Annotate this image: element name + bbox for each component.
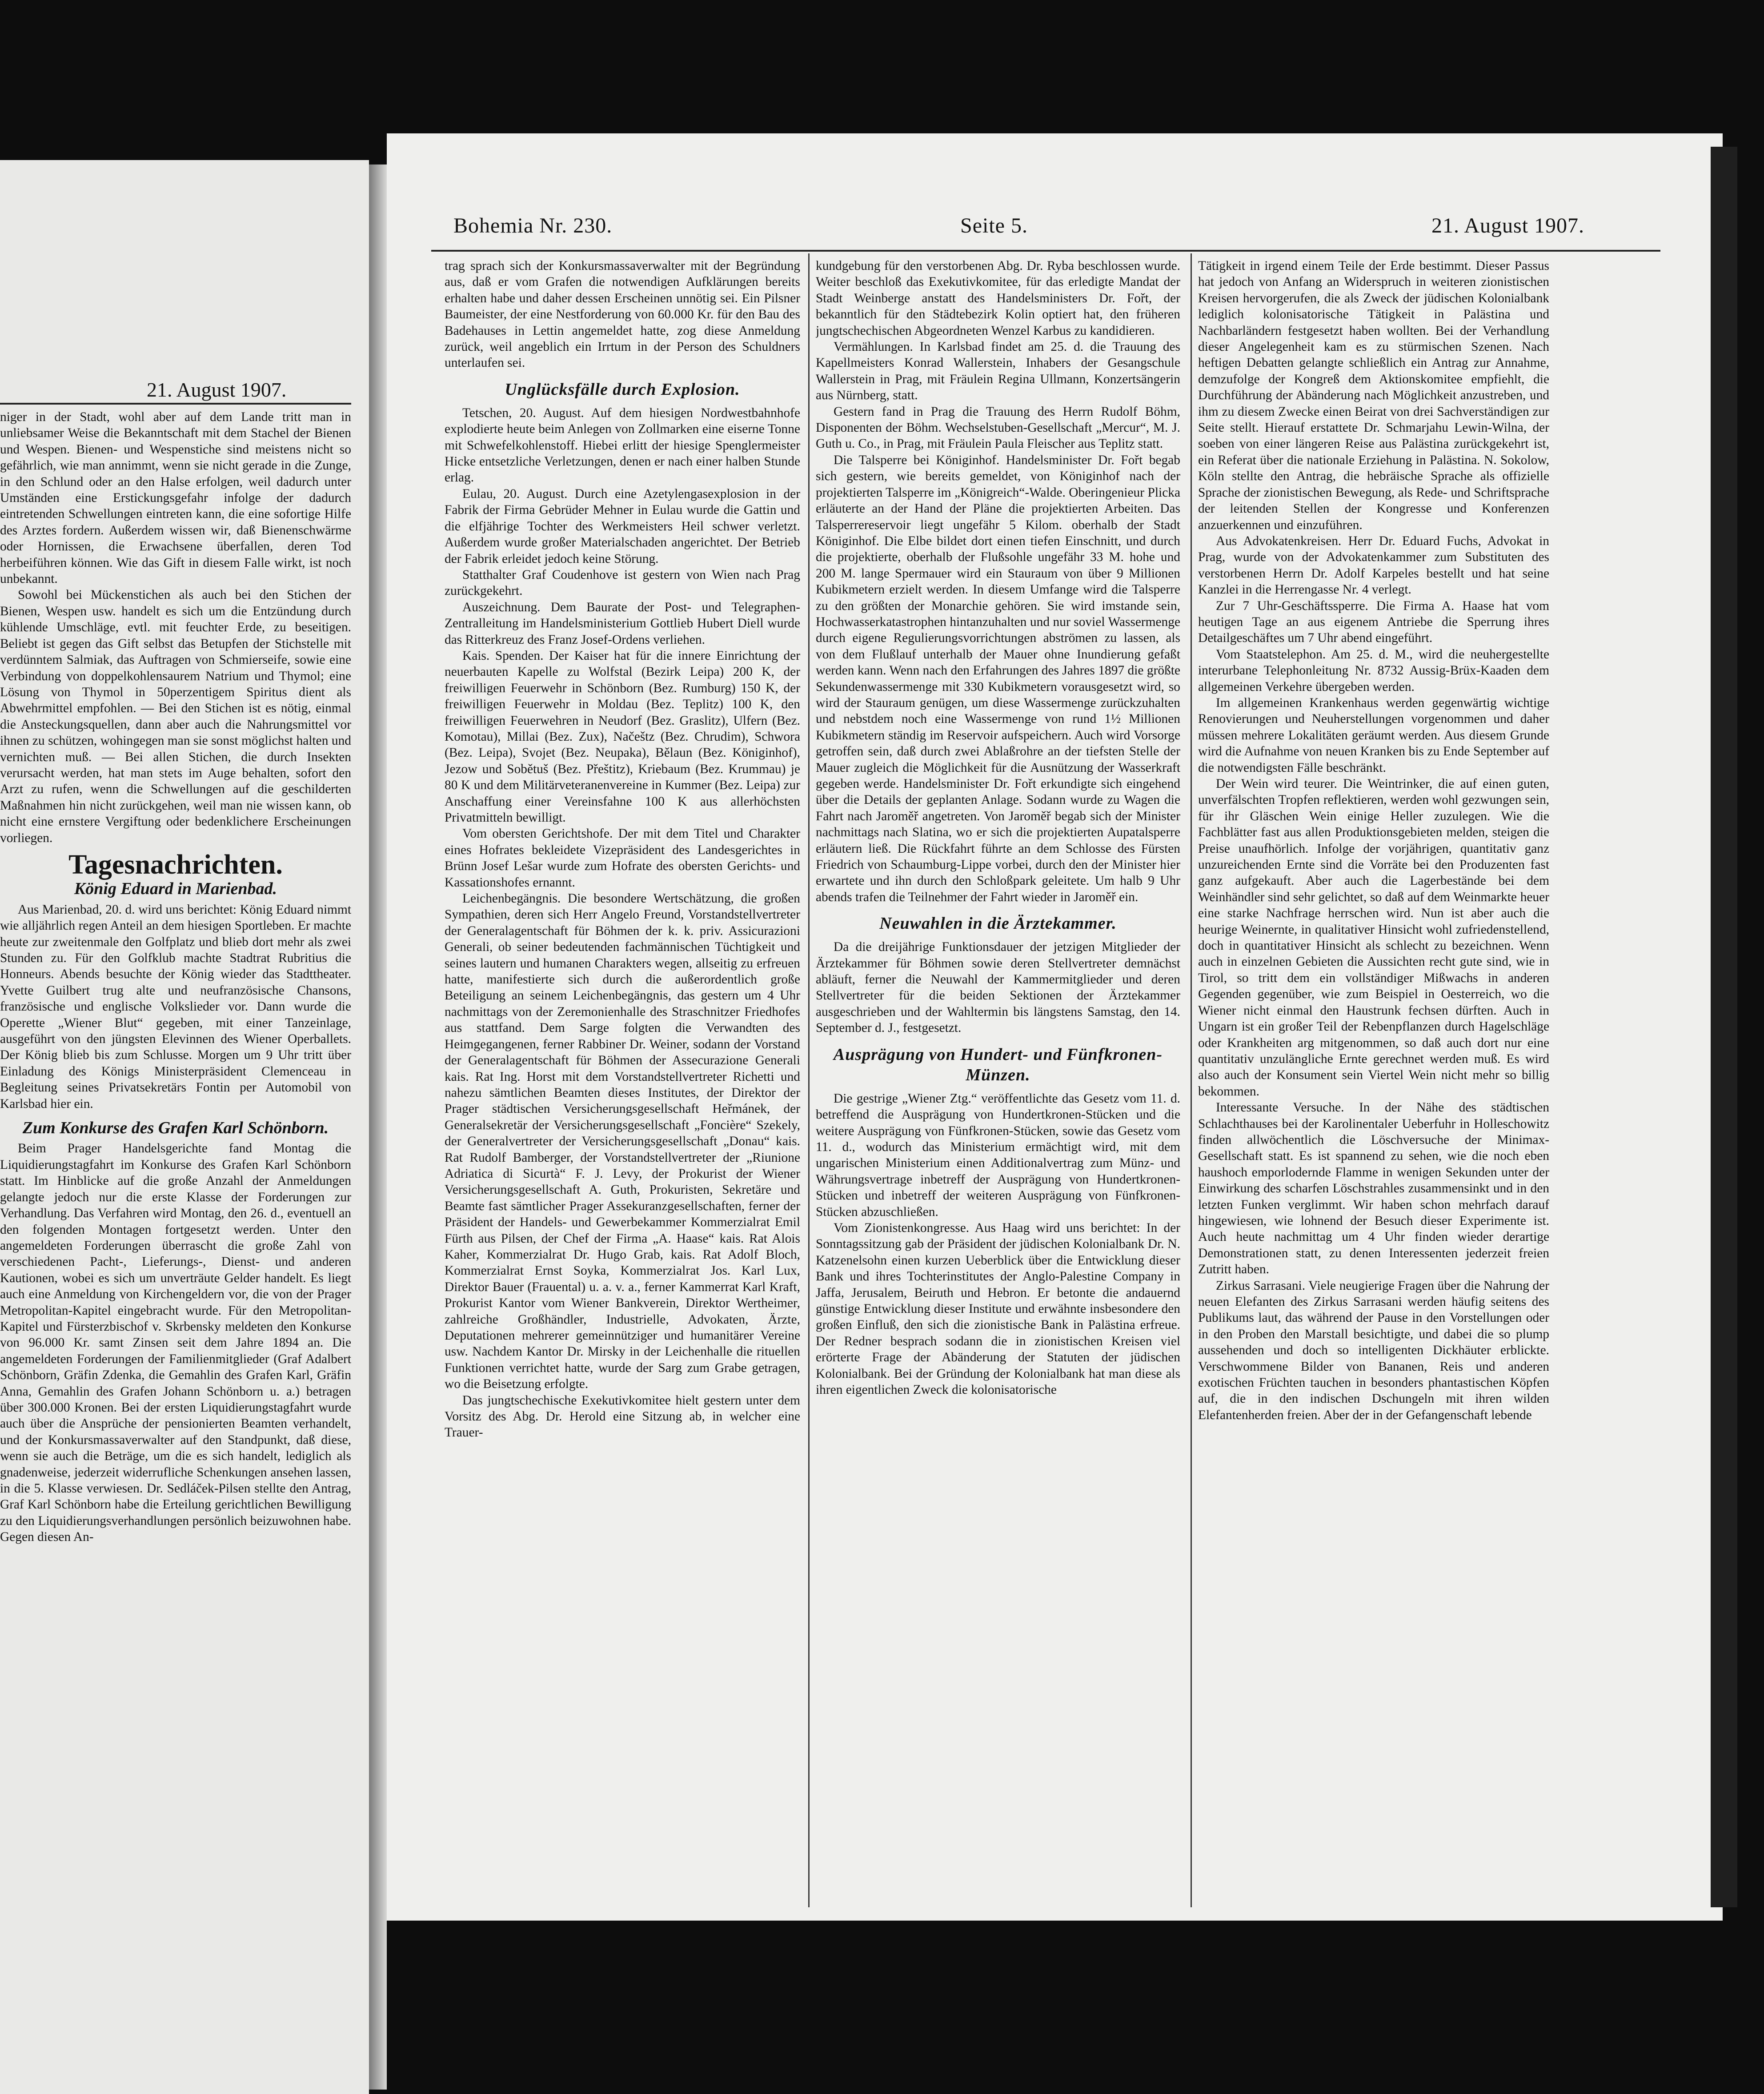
paragraph: Vermählungen. In Karlsbad findet am 25. d. die Trauung des Kapellmeisters Konrad Wallerstein, Inhabers der Gesangschule Wallerstein in Prag, mit Fräulein Regina Ullmann, Konzertsängerin aus Nürnberg, statt. xyxy=(816,340,1180,403)
paragraph: kundgebung für den verstorbenen Abg. Dr. Ryba beschlossen wurde. Weiter beschloß das Exekutivkomitee, für das erledigte Mandat der Stadt Weinberge anstatt des Handelsministers Dr. Fořt, der bekanntlich für den Städtebezirk Kolin optiert hat, den früheren jungtschechischen Abgeordneten Wenzel Karbus zu kandidieren. xyxy=(816,259,1180,338)
paragraph: Eulau, 20. August. Durch eine Azetylengasexplosion in der Fabrik der Firma Gebrüder Mehner in Eulau wurde die Gattin und die elfjährige Tochter des Werkmeisters Heil schwer verletzt. Außerdem wurde großer Materialschaden angerichtet. Der Betrieb der Fabrik erleidet jedoch keine Störung. xyxy=(445,486,800,566)
paragraph: trag sprach sich der Konkursmassaverwalter mit der Begründung aus, daß er vom Grafen die notwendigen Aufklärungen bereits erhalten habe und daher dessen Erscheinen unnötig sei. Ein Pilsner Baumeister, der eine Nestforderung von 60.000 Kr. für den Bau des Badehauses in Lettin angemeldet hatte, zog diese Anmeldung zurück, weil angeblich ein Irrtum in der Person des Schuldners unterlaufen sei. xyxy=(445,259,800,370)
article-text: Aus Marienbad, 20. d. wird uns berichtet: König Eduard nimmt wie alljährlich regen Anteil an dem hiesigen Sportleben. Er machte heute zur zweitenmale den Golfplatz und blieb dort mehr als zwei Stunden zu. Für den Golfklub machte Stadtrat Rubritius die Honneurs. Abends besuchte der König wieder das Stadttheater. Yvette Guilbert trug alte und neufranzösische Chansons, französische und englische Volkslieder vor. Dann wurde die Operette „Wiener Blut“ gegeben, mit einer Tanzeinlage, ausgeführt von den jüngsten Elevinnen des Wiener Operballets. Der König blieb bis zum Schlusse. Morgen um 9 Uhr tritt über Einladung des Königs Ministerpräsident Clemenceau in Begleitung seines Privatsekretärs Fontin per Automobil von Karlsbad hier ein. xyxy=(0,902,351,1111)
paragraph: Zur 7 Uhr-Geschäftssperre. Die Firma A. Haase hat vom heutigen Tage an aus eigenem Antriebe die Sperrung ihres Detailgeschäftes um 7 Uhr abend eingeführt. xyxy=(1198,598,1549,646)
paragraph: Im allgemeinen Krankenhaus werden gegenwärtig wichtige Renovierungen und Neuherstellungen vorgenommen und daher müssen mehrere Lokalitäten geräumt werden. Aus diesem Grunde wird die Aufnahme von neuen Kranken bis zu Ende September auf die notwendigsten Fälle beschränkt. xyxy=(1198,695,1549,775)
column-separator xyxy=(808,253,810,1907)
binder-frame xyxy=(1711,147,1737,1907)
left-page xyxy=(0,160,369,2094)
paragraph: Leichenbegängnis. Die besondere Wertschätzung, die großen Sympathien, deren sich Herr Angelo Freund, Vorstandstellvertreter der Generalagentschaft für Böhmen der k. k. priv. Assicurazioni Generali, ob seiner bedeutenden fachmännischen Tüchtigkeit und seines lautern und humanen Charakters wegen, allseitig zu erfreuen hatte, manifestierte sich durch die außerordentlich große Beteiligung an seinem Leichenbegängnis, das gestern um 4 Uhr nachmittags von der Zeremonienhalle des Straschnitzer Friedhofes aus stattfand. Dem Sarge folgten die Verwandten des Heimgegangenen, ferner Rabbiner Dr. Weiner, sodann der Vorstand der Generalagentschaft für Böhmen der Assecurazione Generali kais. Rat Ing. Horst mit dem Vorstandstellvertreter Richetti und nahezu sämtlichen Beamten dieses Institutes, der Direktor der Prager städtischen Versicherungsgesellschaft Heřmánek, der Generalsekretär der Versicherungsgesellschaft „Foncière“ Szekely, der Generalvertreter der Versicherungsgesellschaft „Donau“ kais. Rat Rudolf Bamberger, der Vorstandstellvertreter der „Riunione Adriatica di Sicurtà“ F. J. Levy, der Prokurist der Wiener Versicherungsgesellschaft A. Guth, Prokuristen, Sekretäre und Beamte fast sämtlicher Prager Assekuranzgesellschaften, ferner der Präsident der Handels- und Gewerbekammer Kommerzialrat Emil Fürth aus Pilsen, der Chef der Firma „A. Haase“ kais. Rat Alois Kaher, Kommerzialrat Dr. Hugo Grab, kais. Rat Adolf Bloch, Kommerzialrat Ernst Soyka, Kommerzialrat Jos. Karl Lux, Direktor Bauer (Frauental) u. a. v. a., ferner Kammerrat Karl Kraft, Prokurist Kantor vom Wiener Bankverein, Direktor Wertheimer, zahlreiche Großhändler, Industrielle, Advokaten, Ärzte, Deputationen mehrerer gemeinnütziger und humanitärer Vereine usw. Nachdem Kantor Dr. Mirsky in der Leichenhalle die rituellen Funktionen verrichtet hatte, wurde der Sarg zum Grabe getragen, wo die Beisetzung erfolgte. xyxy=(445,891,800,1392)
page-number: Seite 5. xyxy=(960,214,1028,237)
column-1 xyxy=(445,258,800,1921)
paragraph: Das jungtschechische Exekutivkomitee hielt gestern unter dem Vorsitz des Abg. Dr. Herold eine Sitzung ab, in welcher eine Trauer- xyxy=(445,1393,800,1440)
paragraph: Interessante Versuche. In der Nähe des städtischen Schlachthauses bei der Karolinentaler Ueberfuhr in Holleschowitz finden allwöchentlich die Löschversuche der Minimax-Gesellschaft statt. Es ist spannend zu sehen, wie die noch eben haushoch emporlodernde Flamme in wenigen Sekunden unter der Einwirkung des scharfen Löschstrahles zusammensinkt und in den letzten Funken verglimmt. Wir haben schon mehrfach darauf hingewiesen, wie lohnend der Besuch dieser Experimente ist. Auch heute nachmittag um 4 Uhr finden wieder derartige Demonstrationen statt, zu denen Interessenten jederzeit freien Zutritt haben. xyxy=(1198,1100,1549,1277)
column-2 xyxy=(816,258,1180,1921)
header-rule xyxy=(431,250,1660,252)
left-paragraph: Sowohl bei Mückenstichen als auch bei den Stichen der Bienen, Wespen usw. handelt es sich um die Entzündung durch kühlende Umschläge, evtl. mit feuchter Erde, zu beseitigen. Beliebt ist gegen das Gift selbst das Betupfen der Stichstelle mit verdünntem Salmiak, das Auftragen von Schmierseife, sowie eine Verbindung von doppelkohlensaurem Natrium und Thymol; eine Lösung von Thymol in 50perzentigem Spiritus dient als Abwehrmittel empfohlen. — Bei den Stichen ist es nötig, einmal die Ansteckungsquellen, dann aber auch die Nahrungsmittel vor ihnen zu schützen, wohingegen man sie sonst möglichst halten und vernichten muß. — Bei allen Stichen, die durch Insekten verursacht werden, hat man stets im Auge behalten, sofort den Arzt zu rufen, wenn die Schwellungen auf die geschilderten Maßnahmen hin nicht zurückgehen, weil man nie wissen kann, ob nicht eine ernstere Vergiftung oder bedenklichere Erscheinungen vorliegen. xyxy=(0,588,351,845)
newspaper-name: Bohemia Nr. 230. xyxy=(453,214,613,237)
article-text: Beim Prager Handelsgerichte fand Montag die Liquidierungstagfahrt im Konkurse des Grafen Karl Schönborn statt. Im Hinblicke auf die große Anzahl der Anmeldungen gelangte jedoch nur die erste Klasse der Forderungen zur Verhandlung. Das Verfahren wird Montag, den 26. d., eventuell an den folgenden Montagen fortgesetzt werden. Unter den angemeldeten Forderungen überrascht die große Zahl von verschiedenen Pacht-, Lieferungs-, Dienst- und anderen Kautionen, wobei es sich um unverträute Gelder handelt. Es liegt auch eine Anmeldung von Kirchengeldern vor, die von der Prager Metropolitan-Kapitel eingebracht wurde. Für den Metropolitan-Kapitel und Fürsterzbischof v. Skrbensky meldeten den Konkurse von 96.000 Kr. samt Zinsen seit dem Jahre 1894 an. Die angemeldeten Forderungen der Familienmitglieder (Graf Adalbert Schönborn, Gräfin Zdenka, die Gemahlin des Grafen Karl, Gräfin Anna, Gemahlin des Grafen Johann Schönborn u. a.) betragen über 300.000 Kronen. Bei der ersten Liquidierungstagfahrt wurde auch über die Ansprüche der pensionierten Beamten verhandelt, und der Konkursmassaverwalter auf den Standpunkt, daß diese, wenn sie auch die Beträge, um die es sich handelt, lediglich als gnadenweise, jederzeit widerrufliche Schenkungen ansehen lassen, in die 5. Klasse verwiesen. Dr. Sedláček-Pilsen stellte den Antrag, Graf Karl Schönborn habe die Erteilung gerichtlichen Bewilligung zu den Liquidierungsverhandlungen persönlich beizuwohnen habe. Gegen diesen An- xyxy=(0,1141,351,1544)
column-3 xyxy=(1198,258,1549,1921)
paragraph: Kais. Spenden. Der Kaiser hat für die innere Einrichtung der neuerbauten Kapelle zu Wolfstal (Bezirk Leipa) 200 K, der freiwilligen Feuerwehr in Schönborn (Bez. Rumburg) 150 K, der freiwilligen Feuerwehr in Moldau (Bez. Teplitz) 100 K, den freiwilligen Feuerwehren in Neudorf (Bez. Graslitz), Ulfern (Bez. Komotau), Millai (Bez. Zux), Načeštz (Bez. Chrudim), Schwora (Bez. Leipa), Svojet (Bez. Neupaka), Bělaun (Bez. Königinhof), Jezow und Sobětuš (Bez. Přeštitz), Kriebaum (Bez. Krummau) je 80 K und dem Militärveteranenvereine in Kummer (Bez. Leipa) zur Anschaffung einer Vereinsfahne 100 K aus allerhöchsten Privatmitteln bewilligt. xyxy=(445,648,800,825)
left-header-rule xyxy=(0,403,351,405)
paragraph: Vom obersten Gerichtshofe. Der mit dem Titel und Charakter eines Hofrates bekleidete Vizepräsident des Landesgerichtes in Brünn Josef Lešar wurde zum Hofrate des obersten Gerichts- und Kassationshofes ernannt. xyxy=(445,826,800,890)
column-separator xyxy=(1191,253,1192,1907)
paragraph: Auszeichnung. Dem Baurate der Post- und Telegraphen-Zentralleitung im Handelsministerium Gottlieb Hubert Diell wurde das Ritterkreuz des Franz Josef-Ordens verliehen. xyxy=(445,600,800,647)
left-column xyxy=(0,409,351,2054)
paragraph: Vom Zionistenkongresse. Aus Haag wird uns berichtet: In der Sonntagssitzung gab der Präsident der jüdischen Kolonialbank Dr. N. Katzenelsohn einen kurzen Ueberblick über die Entwicklung dieser Bank und ihres Tochterinstitutes der Anglo-Palestine Company in Jaffa, Jerusalem, Beiruth und Hebron. Er betonte die andauernd günstige Entwicklung dieser Institute und erwähnte insbesondere den großen Einfluß, den sich die zionistische Bank in Palästina erfreue. Der Redner besprach sodann die in zionistischen Kreisen viel erörterte Frage der Abänderung der Statuten der jüdischen Kolonialbank. Bei der Gründung der Kolonialbank hat man diese als ihren eigentlichen Zweck die kolonisatorische xyxy=(816,1220,1180,1397)
article-heading: König Eduard in Marienbad. xyxy=(74,879,277,899)
paragraph: Vom Staatstelephon. Am 25. d. M., wird die neuhergestellte interurbane Telephonleitung Nr. 8732 Aussig-Brüx-Kaaden dem allgemeinen Verkehre übergeben werden. xyxy=(1198,647,1549,694)
article-heading: Neuwahlen in die Ärztekammer. xyxy=(879,914,1117,933)
paragraph: Tätigkeit in irgend einem Teile der Erde bestimmt. Dieser Passus hat jedoch von Anfang an Widerspruch in weiteren zionistischen Kreisen hervorgerufen, die als Zweck der jüdischen Kolonialbank lediglich kolonisatorische Tätigkeit in Palästina und Nachbarländern festgesetzt haben wollten. Bei der Verhandlung dieser Angelegenheit kam es zu stürmischen Szenen. Nach heftigen Debatten gelangte schließlich ein Antrag zur Annahme, demzufolge der Kongreß dem Aktionskomitee empfiehlt, die Durchführung der Abänderung nach Möglichkeit anzustreben, und ihm zu diesem Zwecke einen Beirat von drei Sachverständigen zur Seite stellt. Hierauf erstattete Dr. Schmarjahu Lewin-Wilna, der soeben von einer längeren Reise aus Palästina zurückgekehrt ist, ein Referat über die nationale Erziehung in Palästina. N. Sokolow, Köln stellte den Antrag, die hebräische Sprache als offizielle Sprache der zionistischen Bewegung, als Rede- und Schriftsprache der leitenden Stellen der Kongresse und Konferenzen anzuerkennen und einzuführen. xyxy=(1198,259,1549,532)
paragraph: Aus Advokatenkreisen. Herr Dr. Eduard Fuchs, Advokat in Prag, wurde von der Advokatenkammer zum Substituten des verstorbenen Herrn Dr. Adolf Karpeles bestellt und hat seine Kanzlei in die Herrengasse Nr. 4 verlegt. xyxy=(1198,534,1549,597)
left-paragraph: niger in der Stadt, wohl aber auf dem Lande tritt man in unliebsamer Weise die Bekanntschaft mit dem Stachel der Bienen und Wespen. Bienen- und Wespenstiche sind meistens nicht so gefährlich, wie man annimmt, wenn sie nicht gerade in die Zunge, in den Schlund oder an den Halse erfolgen, weil dadurch unter Umständen eine Erstickungsgefahr infolge der dadurch eintretenden Schwellungen eintreten kann, die eine sofortige Hilfe des Arztes fordern. Außerdem wissen wir, daß Bienenschwärme oder Hornissen, die Erwachsene überfallen, deren Tod herbeiführen können. Wie das Gift in diesem Falle wirkt, ist noch unbekannt. xyxy=(0,410,351,586)
right-page xyxy=(387,133,1723,1921)
section-title: Tagesnachrichten. xyxy=(68,849,283,880)
paragraph: Gestern fand in Prag die Trauung des Herrn Rudolf Böhm, Disponenten der Böhm. Wechselstuben-Gesellschaft „Mercur“, M. J. Guth u. Co., in Prag, mit Fräulein Paula Fleischer aus Teplitz statt. xyxy=(816,404,1180,451)
paragraph: Die Talsperre bei Königinhof. Handelsminister Dr. Fořt begab sich gestern, wie bereits gemeldet, von Königinhof nach der projektierten Talsperre im „Königreich“-Walde. Oberingenieur Plicka erläuterte an der Hand der Pläne die projektierten Arbeiten. Das Talsperrereservoir liegt ungefähr 5 Kilom. oberhalb der Stadt Königinhof. Die Elbe bildet dort einen tiefen Einschnitt, und durch die projektierte, oberhalb der Flußsohle ungefähr 33 M. hohe und 200 M. lange Spermauer wird ein Stauraum von über 9 Millionen Kubikmetern erzielt werden. In diesem Umfange wird die Talsperre zu den größten der Monarchie gehören. Sie wird imstande sein, Hochwasserkatastrophen hintanzuhalten und nur soviel Wassermenge durch eigene Regulierungsvorrichtungen abströmen zu lassen, als von dem Flußlauf unterhalb der Mauer ohne Inundierung gefaßt werden kann. Wenn nach den Erfahrungen des Jahres 1897 die größte Sekundenwassermenge mit 330 Kubikmetern vorausgesetzt wird, so wird der Stauraum genügen, um diese Wassermenge zurückzuhalten und nebstdem noch eine Wassermenge von rund 1½ Millionen Kubikmetern ständig im Reservoir aufspeichern. Auch wird Vorsorge getroffen sein, daß durch zwei Ablaßrohre an der tiefsten Stelle der Mauer zugleich die Möglichkeit für die Ausnützung der Wasserkraft gegeben werde. Handelsminister Dr. Fořt erkundigte sich eingehend über die Details der geplanten Anlage. Sodann wurde zu Wagen die Fahrt nach Jaroměř angetreten. Von Jaroměř begab sich der Minister nachmittags nach Slatina, wo er sich die projektierten Aupatalsperre erläutern ließ. Die Rückfahrt führte an dem Schlosse des Fürsten Friedrich von Schaumburg-Lippe vorbei, durch den der Minister hier erwartete und ihn durch den Schloßpark geleitete. Um halb 9 Uhr abends trafen die Teilnehmer der Fahrt wieder in Jaroměř ein. xyxy=(816,453,1180,904)
page-date: 21. August 1907. xyxy=(1431,214,1585,237)
book-gutter xyxy=(369,164,387,2090)
paragraph: Statthalter Graf Coudenhove ist gestern von Wien nach Prag zurückgekehrt. xyxy=(445,567,800,598)
page-header xyxy=(387,213,1723,253)
paragraph: Da die dreijährige Funktionsdauer der jetzigen Mitglieder der Ärztekammer für Böhmen sowie deren Stellvertreter demnächst abläuft, ferner die Neuwahl der Kammermitglieder und deren Stellvertreter für die beiden Sektionen der Ärztekammer ausgeschrieben und der Wahltermin bis längstens Samstag, den 14. September d. J., festgesetzt. xyxy=(816,940,1180,1035)
paragraph: Die gestrige „Wiener Ztg.“ veröffentlichte das Gesetz vom 11. d. betreffend die Ausprägung von Hundertkronen-Stücken und die weitere Ausprägung von Fünfkronen-Stücken, sowie das Gesetz vom 11. d., wodurch das Ministerium ermächtigt wird, mit dem ungarischen Ministerium einen Additionalvertrag zum Münz- und Währungsvertrage inbetreff der Ausprägung von Hundertkronen-Stücken und inbetreff der weiteren Ausprägung von Fünfkronen-Stücken abzuschließen. xyxy=(816,1091,1180,1219)
paragraph: Tetschen, 20. August. Auf dem hiesigen Nordwestbahnhofe explodierte heute beim Anlegen von Zollmarken eine eiserne Tonne mit Schwefelkohlenstoff. Hiebei erlitt der hiesige Spenglermeister Hicke entsetzliche Verletzungen, denen er nach einer halben Stunde erlag. xyxy=(445,405,800,485)
article-heading: Zum Konkurse des Grafen Karl Schönborn. xyxy=(22,1119,329,1138)
paragraph: Zirkus Sarrasani. Viele neugierige Fragen über die Nahrung der neuen Elefanten des Zirkus Sarrasani werden häufig seitens des Publikums laut, das während der Pause in den Vorstellungen oder in den Proben den Marstall besichtigte, und dabei die so plump aussehenden und doch so intelligenten Dickhäuter erblickte. Verschwommene Bilder von Bananen, Reis und anderen exotischen Früchten tauchen in besonders phantastischen Köpfen auf, die in den indischen Dschungeln mit ihren wilden Elefantenherden freien. Aber der in der Gefangenschaft lebende xyxy=(1198,1278,1549,1422)
article-heading: Unglücksfälle durch Explosion. xyxy=(505,380,740,399)
article-heading: Ausprägung von Hundert- und Fünfkronen-Münzen. xyxy=(833,1045,1163,1084)
paragraph: Der Wein wird teurer. Die Weintrinker, die auf einen guten, unverfälschten Tropfen reflektieren, werden wohl gezwungen sein, für ihr Gläschen Wein einige Heller zuzulegen. Wie die Fachblätter fast aus allen Produktionsgebieten melden, steigen die Preise unaufhörlich. Infolge der vorjährigen, quantitativ ganz unzureichenden Ernte sind die Vorräte bei den Produzenten fast ganz aufgekauft. Aber auch die Lagerbestände bei dem Weinhändler sind sehr gelichtet, so daß auf dem Weinmarkte heuer eine starke Nachfrage herrschen wird. Nun ist aber auch die heurige Weinernte, in qualitativer Hinsicht wohl zufriedenstellend, doch in quantitativer Hinsicht als schlecht zu bezeichnen. Wenn auch in einzelnen Gebieten die Aussichten recht gute sind, wie in Tirol, so tritt dem ein vollständiger Mißwachs in anderen Gegenden gegenüber, wie zum Beispiel in Oesterreich, wo die Wiener nicht einmal den Haustrunk fechsen dürften. Auch in Ungarn ist ein großer Teil der Rebenpflanzen durch Hagelschläge oder Krankheiten arg mitgenommen, so daß auch dort nur eine quantitativ unzulängliche Ernte gerechnet werden muß. Es wird also auch der Konsument sein Viertel Wein nicht mehr so billig bekommen. xyxy=(1198,777,1549,1099)
left-page-date: 21. August 1907. xyxy=(147,378,287,401)
